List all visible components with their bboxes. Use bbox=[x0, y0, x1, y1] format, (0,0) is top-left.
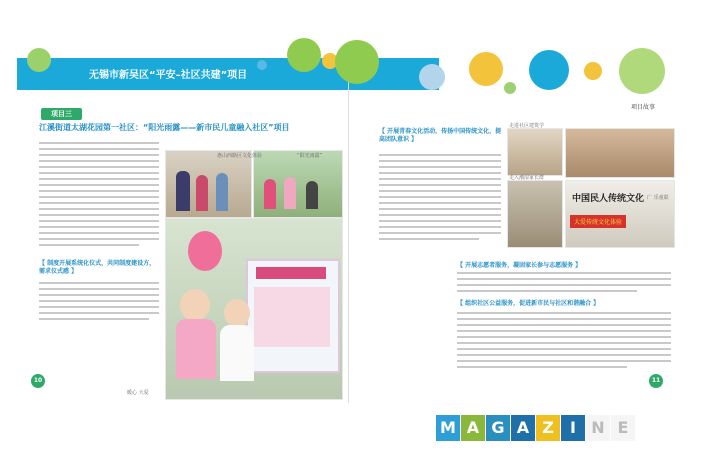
decor-circle bbox=[419, 64, 445, 90]
left-photo-caption-1: 惠山西路区文化体验 bbox=[217, 153, 263, 159]
logo-letter: G bbox=[486, 415, 510, 441]
left-subheading-1: 【 制度开展系统化仪式，共同制度建设方，需求仪式感 】 bbox=[39, 260, 156, 275]
decor-circle bbox=[287, 38, 321, 72]
decor-circle bbox=[335, 40, 379, 84]
right-page-number: 11 bbox=[649, 374, 663, 388]
decor-circle bbox=[619, 48, 665, 94]
photo-performance bbox=[565, 128, 675, 178]
decor-circle bbox=[584, 62, 602, 80]
decor-circle bbox=[469, 52, 503, 86]
logo-letter: A bbox=[461, 415, 485, 441]
right-subheading-2: 【 开展志愿者服务，凝固家长参与志愿服务 】 bbox=[457, 262, 582, 269]
photo-children-balloons bbox=[165, 218, 343, 400]
right-subheading-1: 【 开展青春文化活动，传扬中国传统文化，提高团队意识 】 bbox=[379, 128, 502, 143]
left-photo-caption-2: “阳光雨露” bbox=[297, 153, 323, 159]
right-photo-caption-3: 广 乐童联 bbox=[647, 195, 669, 201]
right-photo-caption-1: 走进社区建筑学 bbox=[509, 123, 545, 129]
decor-circle bbox=[504, 82, 516, 94]
left-page bbox=[17, 58, 349, 403]
photo-group-outdoor bbox=[253, 150, 343, 218]
logo-letter: N bbox=[586, 415, 610, 441]
logo-letter: Z bbox=[536, 415, 560, 441]
right-header-label: 项目故事 bbox=[631, 104, 656, 111]
logo-letter: E bbox=[611, 415, 635, 441]
left-footer-text: 暖心 大爱 bbox=[127, 390, 149, 396]
logo-letter: M bbox=[436, 415, 460, 441]
right-page bbox=[349, 58, 680, 403]
culture-sign: 中国民人传统文化 bbox=[572, 194, 645, 204]
right-subheading-3: 【 组织社区公益服务，促进新市民与社区和谐融合 】 bbox=[457, 300, 600, 307]
project-label: 项目三 bbox=[41, 108, 82, 120]
photo-group-indoor bbox=[165, 150, 252, 218]
photo-culture-building bbox=[565, 180, 675, 248]
photo-activity-room bbox=[507, 180, 563, 248]
logo-letter: A bbox=[511, 415, 535, 441]
decor-circle bbox=[27, 48, 51, 72]
decor-circle bbox=[257, 60, 267, 70]
left-page-number: 10 bbox=[31, 374, 45, 388]
culture-banner: 大爱传统文化体验 bbox=[570, 215, 626, 228]
article-title: 江溪街道太湖花园第一社区：“阳光雨露——新市民儿童融入社区”项目 bbox=[39, 123, 290, 132]
decor-circle bbox=[529, 50, 569, 90]
logo-letter: I bbox=[561, 415, 585, 441]
photo-reading-room bbox=[507, 128, 563, 176]
left-header-title: 无锡市新吴区“平安–社区共建”项目 bbox=[89, 70, 248, 81]
right-photo-caption-2: 走入潮湿家长群 bbox=[509, 175, 545, 181]
